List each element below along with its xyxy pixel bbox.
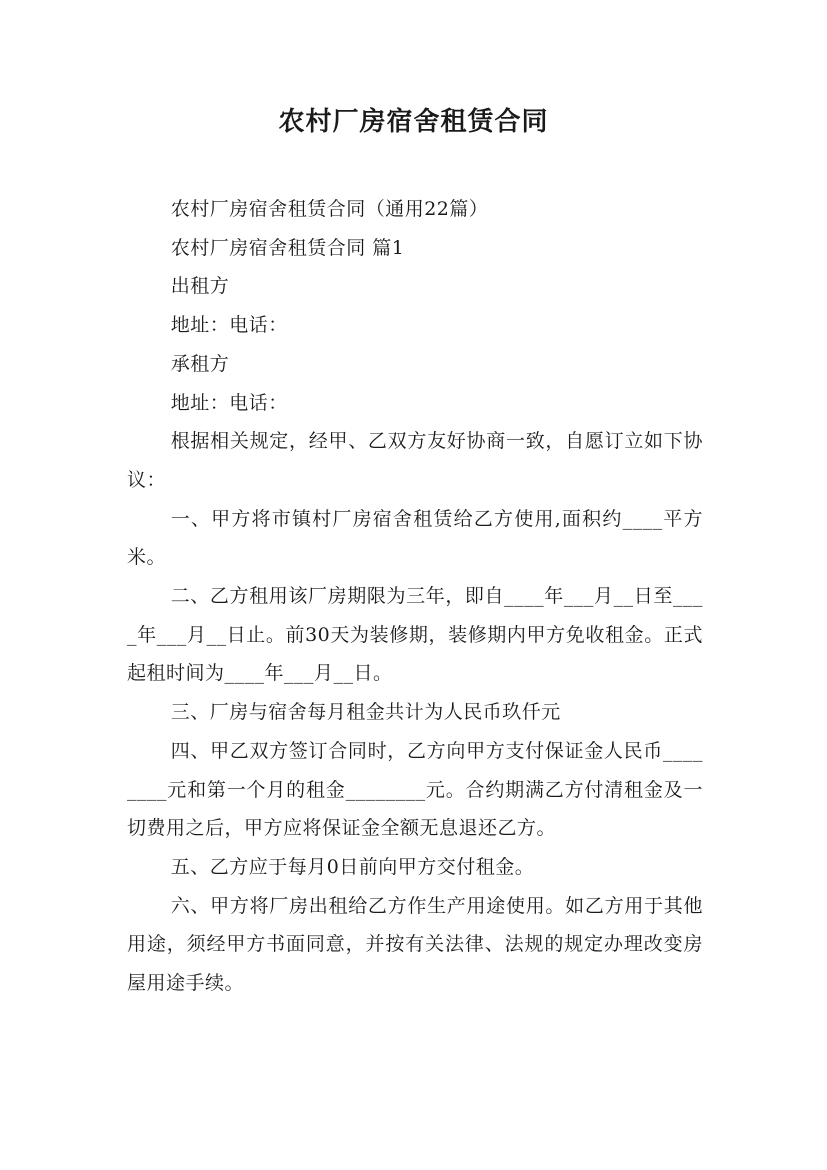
document-body — [127, 190, 703, 1003]
paragraph-clause-4: 四、甲乙双方签订合同时，乙方向甲方支付保证金人民币________元和第一个月的租金________元。合约期满乙方付清租金及一切费用之后，甲方应将保证金全额无息退还乙方。 — [127, 739, 703, 840]
paragraph-lessor-address: 地址：电话： — [170, 314, 288, 337]
paragraph-preamble: 根据相关规定，经甲、乙双方友好协商一致，自愿订立如下协议： — [127, 430, 703, 491]
paragraph-clause-2: 二、乙方租用该厂房期限为三年，即自____年___月__日至____年___月__日止。前30天为装修期，装修期内甲方免收租金。正式起租时间为____年___月__日。 — [127, 585, 703, 685]
paragraph-clause-6: 六、甲方将厂房出租给乙方作生产用途使用。如乙方用于其他用途，须经甲方书面同意，并按有关法律、法规的规定办理改变房屋用途手续。 — [127, 894, 703, 995]
paragraph-clause-1: 一、甲方将市镇村厂房宿舍租赁给乙方使用,面积约____平方米。 — [127, 507, 703, 569]
paragraph-lessee-address: 地址：电话： — [170, 391, 288, 414]
paragraph-lessor: 出租方 — [170, 275, 230, 298]
paragraph-clause-3: 三、厂房与宿舍每月租金共计为人民币玖仟元 — [170, 701, 561, 724]
paragraph-clause-5: 五、乙方应于每月0日前向甲方交付租金。 — [170, 855, 535, 878]
paragraph-section-heading: 农村厂房宿舍租赁合同 篇1 — [170, 236, 405, 259]
paragraph-subtitle: 农村厂房宿舍租赁合同（通用22篇） — [170, 198, 489, 220]
document-title: 农村厂房宿舍租赁合同 — [278, 107, 549, 137]
paragraph-lessee: 承租方 — [170, 352, 230, 375]
